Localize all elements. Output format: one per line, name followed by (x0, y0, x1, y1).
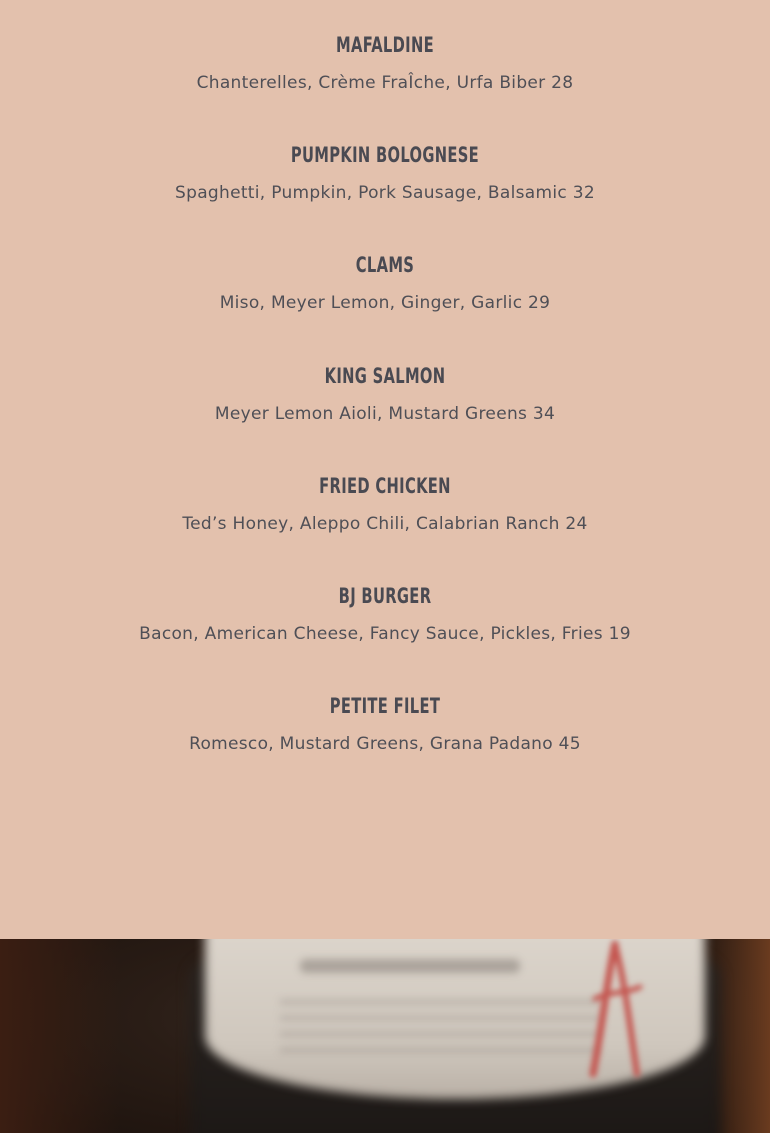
photo-shadow-left (0, 939, 120, 1133)
menu-item-name: BJ BURGER (338, 584, 432, 608)
menu-item-name: FRIED CHICKEN (319, 474, 451, 498)
menu-item-name: MAFALDINE (336, 33, 434, 57)
bottle-label-text-lines (280, 999, 600, 1059)
menu-item-mafaldine (0, 32, 770, 94)
menu-item-petite-filet (0, 693, 770, 755)
wine-bottle-photo (0, 939, 770, 1133)
bottle-label-red-mark (585, 939, 645, 1079)
menu-item-description: Miso, Meyer Lemon, Ginger, Garlic 29 (219, 293, 551, 313)
menu-item-description: Romesco, Mustard Greens, Grana Padano 45 (189, 734, 581, 754)
menu-item-fried-chicken (0, 473, 770, 535)
menu-item-description: Bacon, American Cheese, Fancy Sauce, Pickles, Fries 19 (139, 624, 631, 644)
menu-item-name: CLAMS (355, 253, 415, 277)
menu-item-king-salmon (0, 363, 770, 425)
menu-item-description: Chanterelles, Crème FraÎche, Urfa Biber 28 (196, 73, 574, 93)
menu-item-description: Meyer Lemon Aioli, Mustard Greens 34 (214, 404, 556, 424)
menu-item-name: PETITE FILET (329, 694, 441, 718)
bottle-label-title (300, 959, 520, 973)
menu-item-description: Ted’s Honey, Aleppo Chili, Calabrian Ranch 24 (182, 514, 588, 534)
menu-item-clams (0, 252, 770, 314)
menu-item-pumpkin-bolognese (0, 142, 770, 204)
menu-item-description: Spaghetti, Pumpkin, Pork Sausage, Balsamic 32 (175, 183, 595, 203)
menu-item-name: KING SALMON (324, 364, 446, 388)
menu-item-bj-burger (0, 583, 770, 645)
menu-item-name: PUMPKIN BOLOGNESE (290, 143, 480, 167)
